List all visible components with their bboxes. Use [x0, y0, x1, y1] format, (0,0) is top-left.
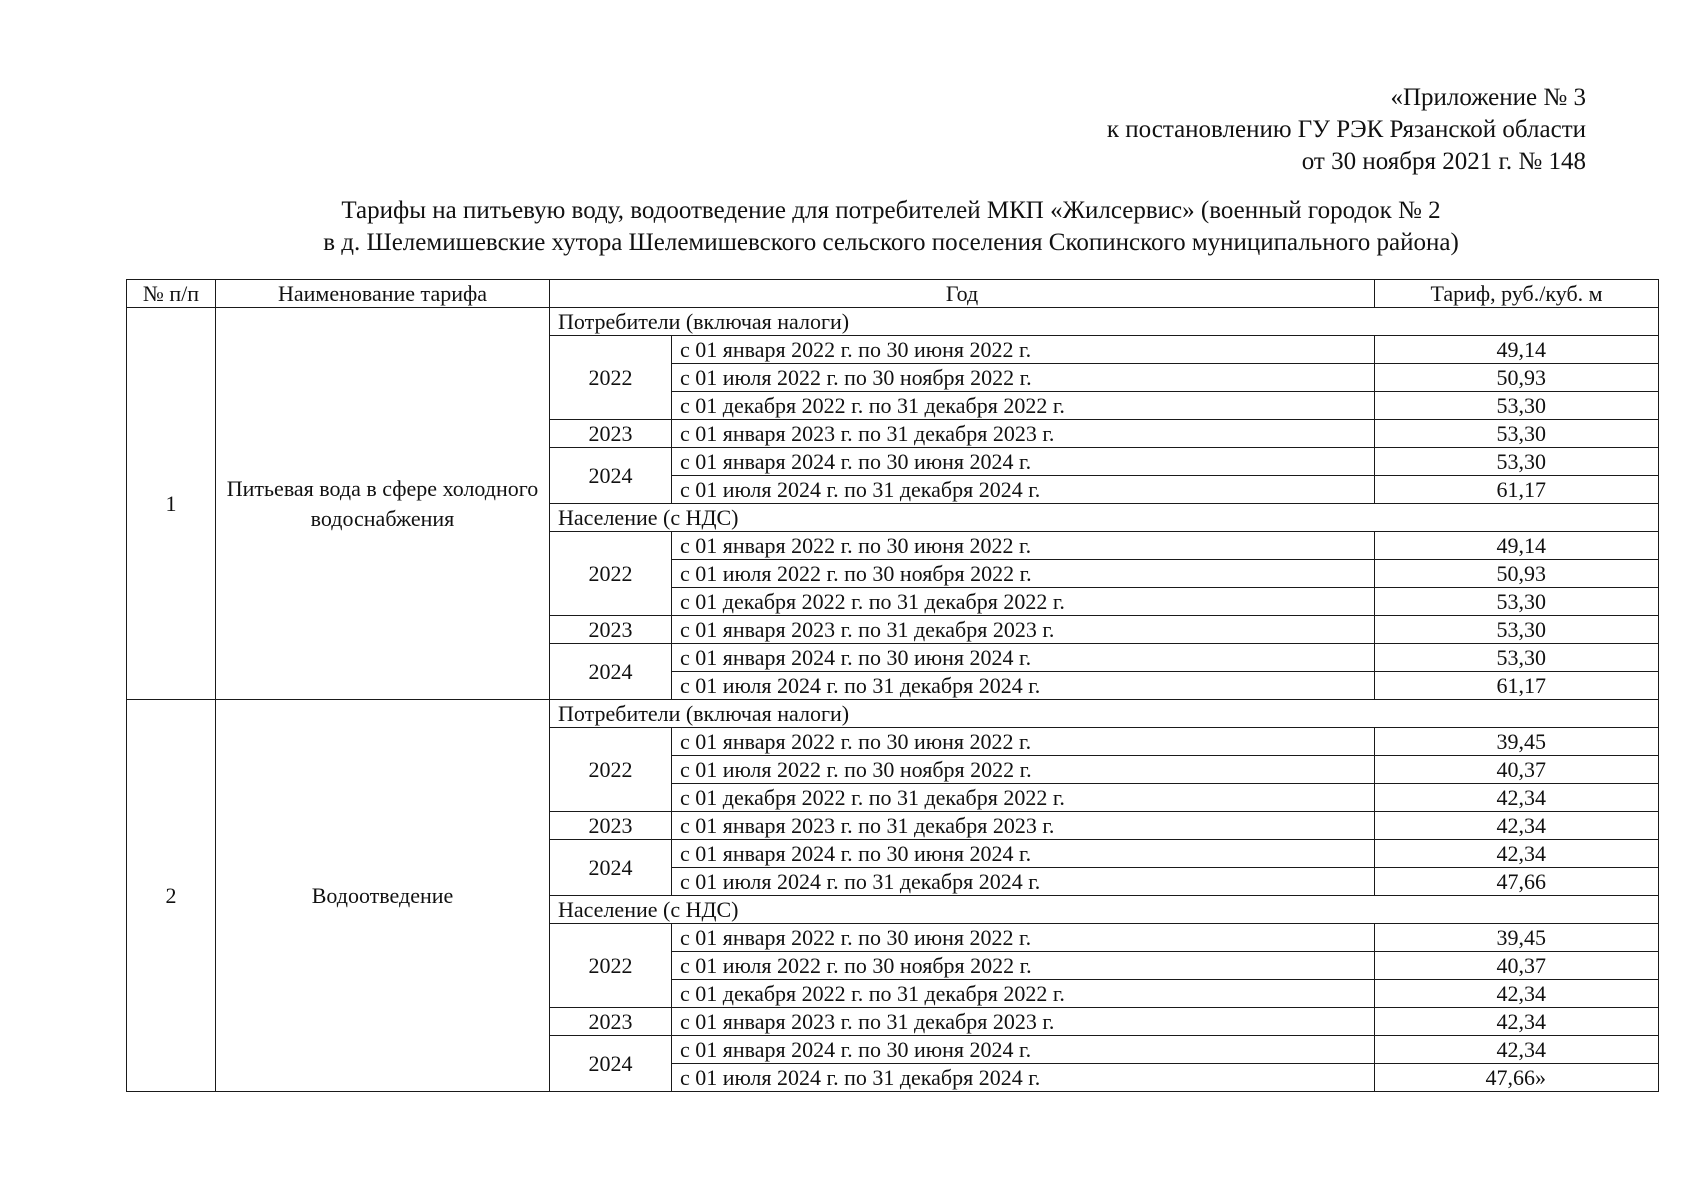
period-cell: с 01 июля 2022 г. по 30 ноября 2022 г. — [672, 952, 1375, 980]
tariff-value: 39,45 — [1375, 924, 1659, 952]
tariff-table-body — [127, 308, 1659, 1092]
period-cell: с 01 января 2023 г. по 31 декабря 2023 г. — [672, 420, 1375, 448]
tariff-value: 53,30 — [1375, 644, 1659, 672]
tariff-value: 53,30 — [1375, 448, 1659, 476]
period-cell: с 01 июля 2024 г. по 31 декабря 2024 г. — [672, 1064, 1375, 1092]
tariff-value: 40,37 — [1375, 756, 1659, 784]
period-cell: с 01 января 2023 г. по 31 декабря 2023 г. — [672, 616, 1375, 644]
row-number: 1 — [127, 308, 216, 700]
tariff-value: 42,34 — [1375, 1036, 1659, 1064]
consumer-group-label: Потребители (включая налоги) — [550, 308, 1659, 336]
year-cell: 2024 — [550, 448, 672, 504]
consumer-group-label: Население (с НДС) — [550, 896, 1659, 924]
year-cell: 2024 — [550, 644, 672, 700]
period-cell: с 01 июля 2024 г. по 31 декабря 2024 г. — [672, 672, 1375, 700]
period-cell: с 01 января 2024 г. по 30 июня 2024 г. — [672, 644, 1375, 672]
document-title-line-1: Тарифы на питьевую воду, водоотведение для потребителей МКП «Жилсервис» (военный городок № 2 — [341, 197, 1441, 224]
tariff-value: 50,93 — [1375, 364, 1659, 392]
group-row — [127, 700, 1659, 728]
period-cell: с 01 декабря 2022 г. по 31 декабря 2022 г. — [672, 392, 1375, 420]
period-cell: с 01 января 2022 г. по 30 июня 2022 г. — [672, 336, 1375, 364]
period-cell: с 01 июля 2022 г. по 30 ноября 2022 г. — [672, 364, 1375, 392]
tariff-value: 53,30 — [1375, 392, 1659, 420]
period-cell: с 01 января 2023 г. по 31 декабря 2023 г. — [672, 812, 1375, 840]
tariff-value: 53,30 — [1375, 616, 1659, 644]
year-cell: 2022 — [550, 924, 672, 1008]
year-cell: 2023 — [550, 616, 672, 644]
period-cell: с 01 января 2022 г. по 30 июня 2022 г. — [672, 728, 1375, 756]
period-cell: с 01 декабря 2022 г. по 31 декабря 2022 г. — [672, 980, 1375, 1008]
tariff-value: 50,93 — [1375, 560, 1659, 588]
tariff-value: 42,34 — [1375, 784, 1659, 812]
period-cell: с 01 января 2022 г. по 30 июня 2022 г. — [672, 532, 1375, 560]
year-cell: 2022 — [550, 728, 672, 812]
year-cell: 2023 — [550, 420, 672, 448]
appendix-line-1: «Приложение № 3 — [1390, 84, 1586, 111]
tariff-value: 42,34 — [1375, 812, 1659, 840]
tariff-value: 47,66 — [1375, 868, 1659, 896]
column-header-name: Наименование тарифа — [216, 280, 550, 308]
tariff-value: 49,14 — [1375, 336, 1659, 364]
period-cell: с 01 января 2024 г. по 30 июня 2024 г. — [672, 1036, 1375, 1064]
tariff-value: 49,14 — [1375, 532, 1659, 560]
consumer-group-label: Потребители (включая налоги) — [550, 700, 1659, 728]
period-cell: с 01 декабря 2022 г. по 31 декабря 2022 г. — [672, 784, 1375, 812]
appendix-header — [1107, 82, 1586, 178]
period-cell: с 01 января 2024 г. по 30 июня 2024 г. — [672, 840, 1375, 868]
tariff-value: 61,17 — [1375, 672, 1659, 700]
appendix-line-2: к постановлению ГУ РЭК Рязанской области — [1106, 116, 1586, 143]
document-title-line-2: в д. Шелемишевские хутора Шелемишевского сельского поселения Скопинского муниципального района) — [323, 229, 1459, 256]
year-cell: 2024 — [550, 1036, 672, 1092]
period-cell: с 01 июля 2024 г. по 31 декабря 2024 г. — [672, 476, 1375, 504]
tariff-name: Водоотведение — [216, 700, 550, 1092]
column-header-tariff: Тариф, руб./куб. м — [1375, 280, 1659, 308]
period-cell: с 01 января 2022 г. по 30 июня 2022 г. — [672, 924, 1375, 952]
tariff-table — [126, 279, 1659, 1092]
document-title — [126, 195, 1656, 259]
group-row — [127, 308, 1659, 336]
tariff-value: 47,66» — [1375, 1064, 1659, 1092]
year-cell: 2023 — [550, 1008, 672, 1036]
tariff-value: 61,17 — [1375, 476, 1659, 504]
column-header-num: № п/п — [127, 280, 216, 308]
period-cell: с 01 июля 2022 г. по 30 ноября 2022 г. — [672, 756, 1375, 784]
consumer-group-label: Население (с НДС) — [550, 504, 1659, 532]
year-cell: 2022 — [550, 336, 672, 420]
period-cell: с 01 декабря 2022 г. по 31 декабря 2022 г. — [672, 588, 1375, 616]
period-cell: с 01 июля 2022 г. по 30 ноября 2022 г. — [672, 560, 1375, 588]
appendix-line-3: от 30 ноября 2021 г. № 148 — [1301, 148, 1586, 175]
period-cell: с 01 июля 2024 г. по 31 декабря 2024 г. — [672, 868, 1375, 896]
tariff-value: 39,45 — [1375, 728, 1659, 756]
table-header-row — [127, 280, 1659, 308]
tariff-value: 53,30 — [1375, 588, 1659, 616]
year-cell: 2024 — [550, 840, 672, 896]
year-cell: 2022 — [550, 532, 672, 616]
period-cell: с 01 января 2023 г. по 31 декабря 2023 г. — [672, 1008, 1375, 1036]
year-cell: 2023 — [550, 812, 672, 840]
tariff-value: 42,34 — [1375, 840, 1659, 868]
period-cell: с 01 января 2024 г. по 30 июня 2024 г. — [672, 448, 1375, 476]
tariff-value: 42,34 — [1375, 1008, 1659, 1036]
tariff-value: 42,34 — [1375, 980, 1659, 1008]
row-number: 2 — [127, 700, 216, 1092]
tariff-value: 40,37 — [1375, 952, 1659, 980]
tariff-name: Питьевая вода в сфере холодного водоснабжения — [216, 308, 550, 700]
column-header-year: Год — [550, 280, 1375, 308]
tariff-value: 53,30 — [1375, 420, 1659, 448]
